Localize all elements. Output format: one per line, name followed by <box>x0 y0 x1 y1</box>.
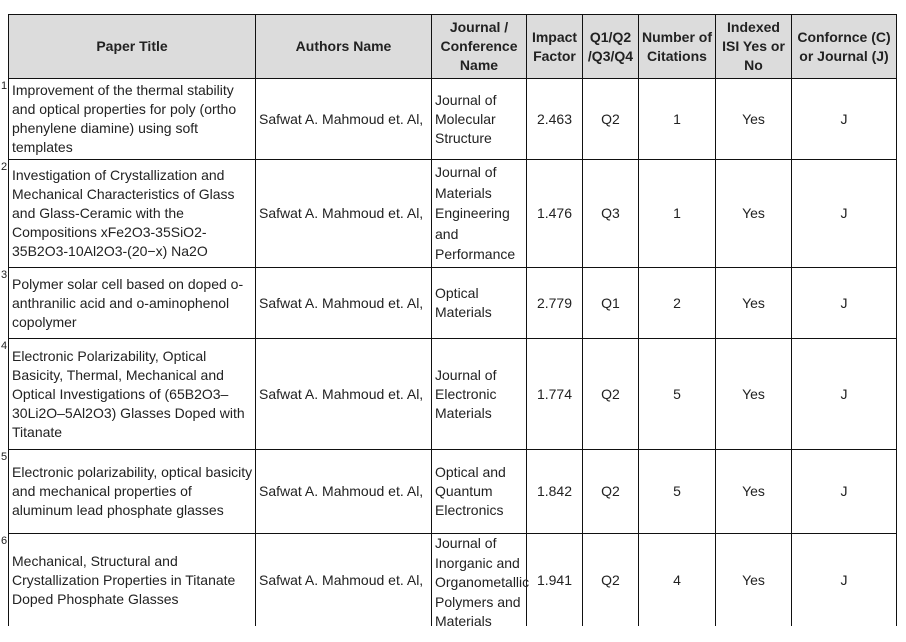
quartile: Q2 <box>583 339 639 450</box>
paper-title-cell <box>1 534 256 627</box>
paper-title-cell <box>1 79 256 160</box>
row-number: 3 <box>1 269 8 281</box>
citations: 5 <box>639 339 716 450</box>
quartile: Q2 <box>583 79 639 160</box>
row-number: 4 <box>1 340 8 352</box>
author-name: Safwat A. Mahmoud et. Al, <box>256 160 432 268</box>
indexed-isi: Yes <box>716 339 792 450</box>
table-row <box>9 268 897 339</box>
table-row <box>9 339 897 450</box>
indexed-isi: Yes <box>716 268 792 339</box>
impact-factor: 1.774 <box>527 339 583 450</box>
journal-name: Optical Materials <box>435 285 492 320</box>
indexed-isi: Yes <box>716 79 792 160</box>
table-row <box>9 534 897 627</box>
journal-name-cell <box>432 450 527 534</box>
publications-table <box>1 14 897 629</box>
quartile: Q3 <box>583 160 639 268</box>
paper-title-cell <box>1 450 256 534</box>
header-journal: Journal / Conference Name <box>432 15 527 79</box>
header-indexed: Indexed ISI Yes or No <box>716 15 792 79</box>
journal-name-cell <box>432 339 527 450</box>
journal-name-cell <box>432 534 530 629</box>
indexed-isi: Yes <box>716 450 792 534</box>
journal-name-cell <box>432 268 527 339</box>
paper-title: Electronic Polarizability, Optical Basicity, Thermal, Mechanical and Optical Investigations of (65B2O3–30Li2O–5Al2O3) Glasses Doped with Titanate <box>12 347 245 440</box>
publication-type: J <box>792 534 897 627</box>
journal-name: Journal of Materials Engineering and Performance <box>435 164 516 263</box>
journal-name-cell <box>432 160 527 268</box>
quartile: Q2 <box>583 450 639 534</box>
paper-title: Polymer solar cell based on doped o-anthranilic acid and o-aminophenol copolymer <box>12 275 244 330</box>
quartile: Q1 <box>583 268 639 339</box>
citations: 4 <box>639 534 716 627</box>
publication-type: J <box>792 79 897 160</box>
author-name: Safwat A. Mahmoud et. Al, <box>256 79 432 160</box>
citations: 5 <box>639 450 716 534</box>
impact-factor: 1.476 <box>527 160 583 268</box>
header-conference-or-journal: Confornce (C) or Journal (J) <box>792 15 897 79</box>
table-row <box>9 79 897 160</box>
paper-title: Electronic polarizability, optical basicity and mechanical properties of aluminum lead phosphate glasses <box>12 464 253 518</box>
quartile: Q2 <box>583 534 639 627</box>
header-impact-factor: Impact Factor <box>527 15 583 79</box>
table-row <box>9 450 897 534</box>
row-number: 2 <box>1 161 8 173</box>
publication-type: J <box>792 339 897 450</box>
row-number: 5 <box>1 451 8 463</box>
publication-type: J <box>792 268 897 339</box>
author-name: Safwat A. Mahmoud et. Al, <box>256 268 432 339</box>
author-name: Safwat A. Mahmoud et. Al, <box>256 450 432 534</box>
paper-title: Mechanical, Structural and Crystallization Properties in Titanate Doped Phosphate Glasses <box>12 552 236 607</box>
header-authors: Authors Name <box>256 15 432 79</box>
journal-name: Optical and Quantum Electronics <box>435 464 506 518</box>
paper-title-cell <box>1 268 256 339</box>
indexed-isi: Yes <box>716 534 792 627</box>
journal-name-cell <box>432 79 527 160</box>
impact-factor: 1.941 <box>527 534 583 627</box>
author-name: Safwat A. Mahmoud et. Al, <box>256 339 432 450</box>
publication-type: J <box>792 160 897 268</box>
indexed-isi: Yes <box>716 160 792 268</box>
row-number: 6 <box>1 535 8 547</box>
header-quartile: Q1/Q2 /Q3/Q4 <box>583 15 639 79</box>
journal-name: Journal of Electronic Materials <box>435 366 497 421</box>
citations: 2 <box>639 268 716 339</box>
impact-factor: 2.463 <box>527 79 583 160</box>
paper-title-cell <box>1 160 256 268</box>
paper-title-cell <box>1 339 256 450</box>
header-citations: Number of Citations <box>639 15 716 79</box>
table-row <box>9 160 897 268</box>
row-number: 1 <box>1 80 8 92</box>
paper-title: Investigation of Crystallization and Mechanical Characteristics of Glass and Glass-Ceramic with the Compositions xFe2O3-35SiO2-35B2O3-10Al2O3-(20−x) Na2O <box>12 167 235 259</box>
impact-factor: 2.779 <box>527 268 583 339</box>
author-name: Safwat A. Mahmoud et. Al, <box>256 534 432 627</box>
citations: 1 <box>639 160 716 268</box>
journal-name: Journal of Molecular Structure <box>435 91 497 146</box>
paper-title: Improvement of the thermal stability and optical properties for poly (ortho phenylene diamine) using soft templates <box>12 82 237 155</box>
citations: 1 <box>639 79 716 160</box>
journal-name: Journal of Inorganic and Organometallic Polymers and Materials <box>435 535 530 629</box>
publication-type: J <box>792 450 897 534</box>
impact-factor: 1.842 <box>527 450 583 534</box>
header-paper-title: Paper Title <box>9 15 256 79</box>
